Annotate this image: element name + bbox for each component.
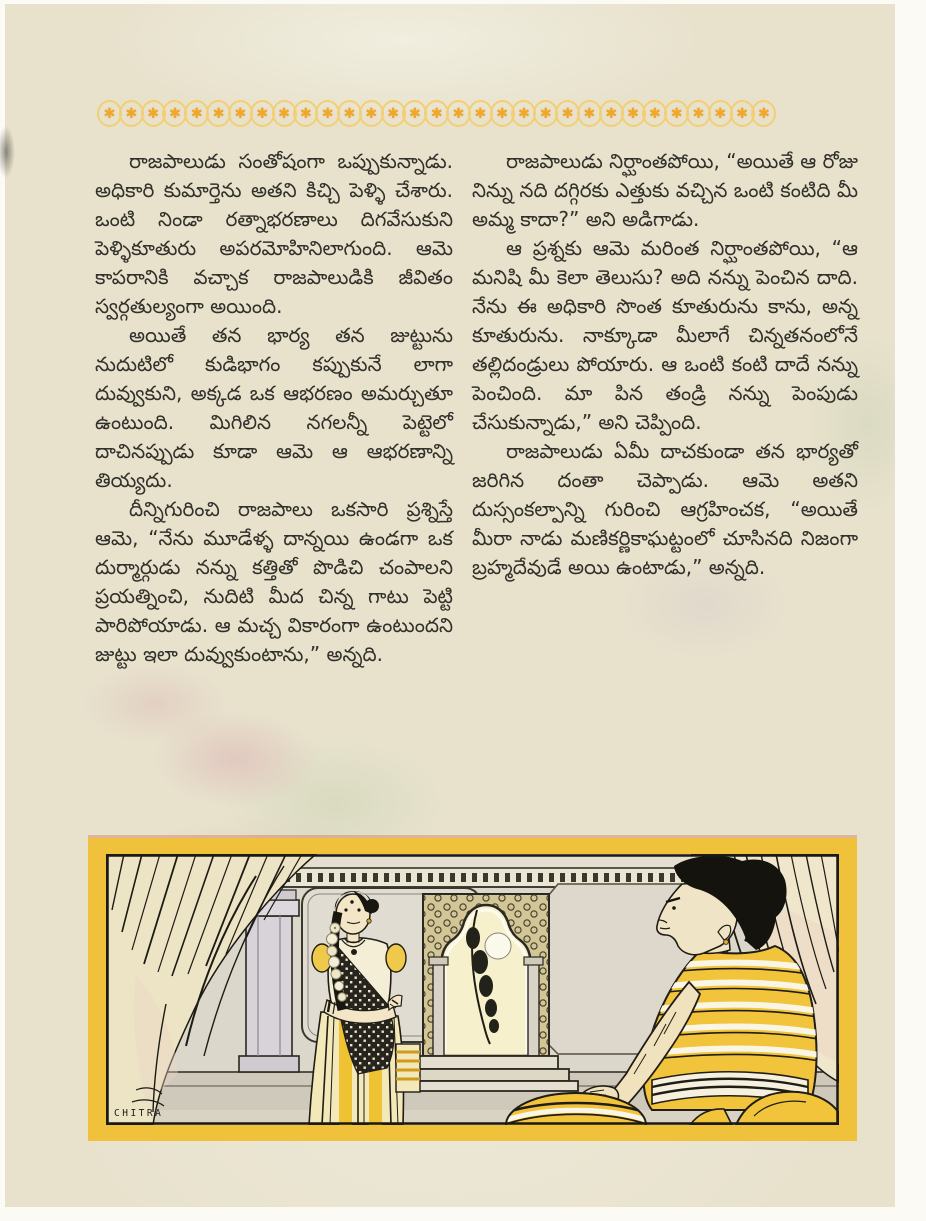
flower-chain-motif: ✱: [402, 100, 427, 127]
flower-chain-motif: ✱: [621, 100, 646, 127]
flower-chain-motif: ✱: [162, 100, 187, 127]
flower-chain-motif: ✱: [730, 100, 755, 127]
paragraph: ఆ ప్రశ్నకు ఆమె మరింత నిర్ఘాంతపోయి, “ఆ మనిషి మీ కెలా తెలుసు? అది నన్ను పెంచిన దాది. నేను ఈ అధికారి సొంత కూతురును కాను, అన్న కూతురును. నాక్కూడా మీలాగే చిన్నతనంలోనే తల్లిదండ్రులు పోయారు. ఆ ఒంటి కంటి దాదే నన్ను పెంచింది. మా పిన తండ్రి నన్ను పెంపుడు చేసుకున్నాడు,” అని చెప్పింది.: [472, 236, 858, 434]
flower-chain-motif: ✱: [359, 100, 384, 127]
flower-chain-motif: ✱: [533, 100, 558, 127]
flower-chain-motif: ✱: [293, 100, 318, 127]
flower-chain-motif: ✱: [141, 100, 166, 127]
flower-chain-motif: ✱: [184, 100, 209, 127]
flower-chain-motif: ✱: [446, 100, 471, 127]
flower-chain-motif: ✱: [250, 100, 275, 127]
story-text: [95, 147, 858, 669]
paragraph: దీన్నిగురించి రాజపాలు ఒకసారి ప్రశ్నిస్తే ఆమె, “నేను మూడేళ్ళ దాన్నయి ఉండగా ఒక దుర్మార్గుడు నన్ను కత్తితో పొడిచి చంపాలని ప్రయత్నించి, నుదిటి మీద చిన్న గాటు పెట్టి పారిపోయాడు. ఆ మచ్చ వికారంగా ఉంటుందని జుట్టు ఇలా దువ్వుకుంటాను,” అన్నది.: [95, 497, 453, 666]
flower-chain-motif: ✱: [642, 100, 667, 127]
flower-chain-motif: ✱: [315, 100, 340, 127]
flower-chain-motif: ✱: [708, 100, 733, 127]
paragraph: రాజపాలుడు ఏమీ దాచకుండా తన భార్యతో జరిగిన దంతా చెప్పాడు. ఆమె అతని దుస్సంకల్పాన్ని గురించి ఆగ్రహించక, “అయితే మీరా నాడు మణికర్ణికాఘట్టంలో చూసినది నిజంగా బ్రహ్మదేవుడే అయి ఉంటాడు,” అన్నది.: [472, 439, 858, 579]
flower-chain-motif: ✱: [337, 100, 362, 127]
flower-chain-motif: ✱: [228, 100, 253, 127]
illustration-frame: [88, 838, 857, 1141]
decorative-border: [97, 99, 861, 128]
flower-chain-motif: ✱: [206, 100, 231, 127]
paragraph: రాజపాలుడు సంతోషంగా ఒప్పుకున్నాడు. అధికారి కుమార్తెను అతని కిచ్చి పెళ్ళి చేశారు. ఒంటి నిండా రత్నాభరణాలు దిగవేసుకుని పెళ్ళికూతురు అపరమోహినిలాగుంది. ఆమె కాపరానికి వచ్చాక రాజపాలుడికి జీవితం స్వర్గతుల్యంగా అయింది.: [95, 149, 453, 318]
flower-chain-motif: ✱: [272, 100, 297, 127]
flower-chain-motif: ✱: [751, 100, 776, 127]
flower-chain-motif: ✱: [97, 100, 122, 127]
flower-chain-motif: ✱: [664, 100, 689, 127]
flower-chain-motif: ✱: [119, 100, 144, 127]
flower-chain-motif: ✱: [511, 100, 536, 127]
flower-chain-motif: ✱: [424, 100, 449, 127]
flower-chain-motif: ✱: [599, 100, 624, 127]
paragraph: రాజపాలుడు నిర్ఘాంతపోయి, “అయితే ఆ రోజు నిన్ను నది దగ్గిరకు ఎత్తుకు వచ్చిన ఒంటి కంటిది మీ అమ్మ కాదా?” అని అడిగాడు.: [472, 149, 858, 231]
paragraph: అయితే తన భార్య తన జుట్టును నుదుటిలో కుడిభాగం కప్పుకునే లాగా దువ్వుకుని, అక్కడ ఒక ఆభరణం అమర్చుతూ ఉంటుంది. మిగిలిన నగలన్నీ పెట్టెలో దాచినప్పుడు కూడా ఆమె ఆ ఆభరణాన్ని తియ్యదు.: [95, 323, 453, 492]
right-column: [472, 147, 858, 669]
left-column: [95, 147, 453, 669]
flower-chain-motif: ✱: [468, 100, 493, 127]
artist-signature: CHITRA: [114, 1108, 164, 1119]
flower-chain-motif: ✱: [381, 100, 406, 127]
flower-chain-motif: ✱: [577, 100, 602, 127]
illustration: [106, 854, 839, 1125]
palace-scene-drawing: [106, 854, 839, 1125]
flower-chain-motif: ✱: [555, 100, 580, 127]
flower-chain-motif: ✱: [686, 100, 711, 127]
flower-chain-motif: ✱: [490, 100, 515, 127]
